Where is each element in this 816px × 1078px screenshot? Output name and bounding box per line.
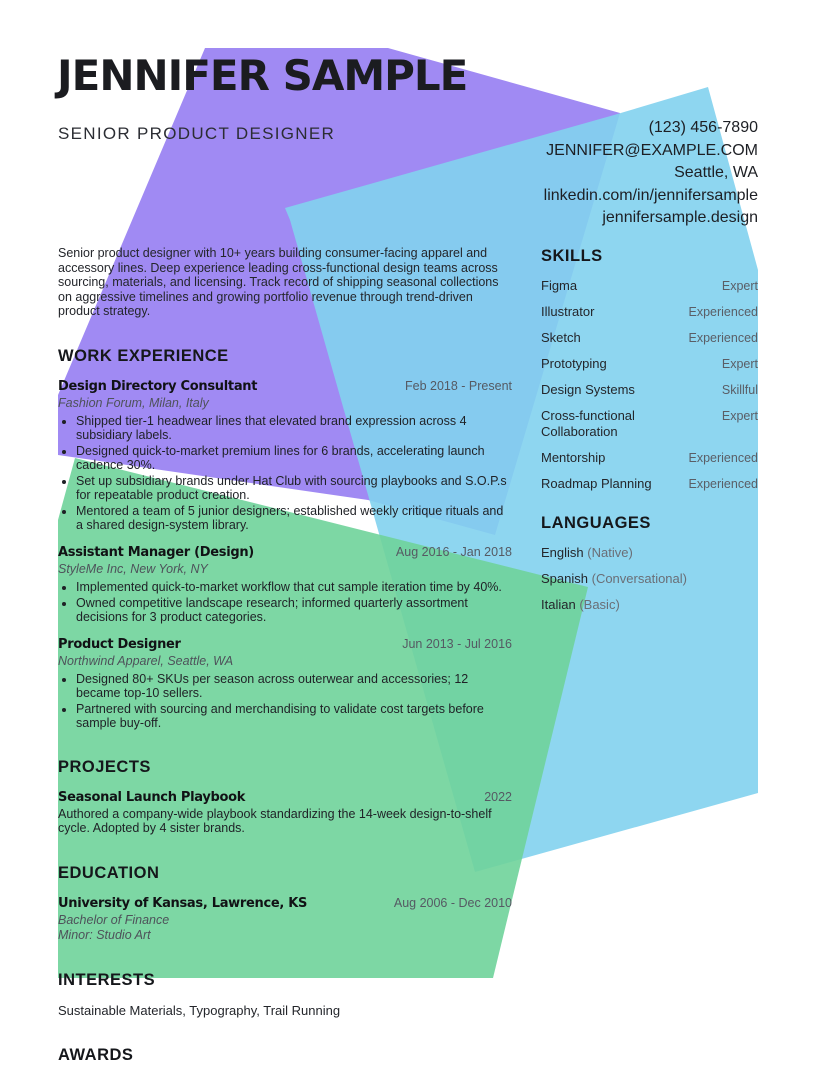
job-company: Fashion Forum, Milan, Italy [58, 395, 209, 410]
degree: Bachelor of Finance [58, 912, 170, 927]
job-company: Northwind Apparel, Seattle, WA [58, 653, 234, 668]
skill-row [541, 278, 758, 294]
education-entry [58, 896, 512, 943]
job-bullets [58, 580, 512, 624]
project-year: 2022 [484, 789, 512, 804]
skill-level: Expert [721, 279, 758, 293]
skill-row [541, 304, 758, 320]
work-experience-heading: WORK EXPERIENCE [58, 346, 229, 365]
languages-heading: LANGUAGES [541, 514, 651, 532]
contact-phone: (123) 456-7890 [648, 119, 758, 136]
language-name: English [541, 545, 584, 560]
job-entry [58, 379, 512, 532]
main-column [58, 246, 512, 1078]
school-name: University of Kansas, Lawrence, KS [58, 895, 308, 911]
skill-level: Expert [721, 357, 758, 371]
skill-level: Experienced [688, 305, 758, 319]
skill-level: Expert [721, 409, 758, 423]
job-bullets [58, 672, 512, 730]
job-title: Assistant Manager (Design) [58, 544, 254, 560]
skill-name: Cross-functional Collaboration [541, 408, 635, 439]
language-name: Spanish [541, 571, 588, 586]
skill-name: Figma [541, 278, 578, 293]
sidebar-column [541, 247, 758, 623]
skill-row [541, 330, 758, 346]
job-bullet: • Partnered with sourcing and merchandising to validate cost targets before sample buy-off. [76, 702, 512, 730]
skill-level: Skillful [721, 383, 758, 397]
interests-heading: INTERESTS [58, 970, 156, 989]
job-date: Feb 2018 - Present [404, 378, 512, 393]
job-title: Design Directory Consultant [58, 378, 258, 394]
skill-row [541, 356, 758, 372]
language-row [541, 545, 758, 561]
interests-text: Sustainable Materials, Typography, Trail Running [58, 1002, 341, 1018]
skill-level: Experienced [688, 451, 758, 465]
job-bullet: • Mentored a team of 5 junior designers; established weekly critique rituals and a shared design-system library. [76, 504, 512, 532]
job-title: Product Designer [58, 636, 181, 652]
job-entry [58, 545, 512, 624]
job-entry [58, 637, 512, 730]
summary: Senior product designer with 10+ years building consumer-facing apparel and accessory lines. Deep experience leading cross-functional design teams across sourcing, materials, and licensing. Track record of shipping seasonal collections on aggressive timelines and growing portfolio revenue through trend-driven product strategy. [58, 246, 499, 318]
language-level: (Basic) [579, 597, 620, 612]
languages-list [541, 545, 758, 613]
skills-list [541, 278, 758, 492]
contact-linkedin: linkedin.com/in/jennifersample [543, 186, 758, 204]
contact-email: JENNIFER@EXAMPLE.COM [546, 141, 758, 159]
minor: Minor: Studio Art [58, 927, 151, 942]
skill-row [541, 476, 758, 492]
candidate-name: JENNIFER SAMPLE [57, 51, 468, 100]
job-bullet: • Designed 80+ SKUs per season across outerwear and accessories; 12 became top-10 sellers. [76, 672, 512, 700]
job-title: SENIOR PRODUCT DESIGNER [58, 124, 336, 143]
language-level: (Conversational) [591, 571, 687, 586]
education-date: Aug 2006 - Dec 2010 [393, 895, 512, 910]
skills-heading: SKILLS [541, 247, 603, 265]
contact-website: jennifersample.design [602, 209, 758, 226]
job-company: StyleMe Inc, New York, NY [58, 561, 208, 576]
skill-level: Experienced [688, 477, 758, 491]
skill-name: Design Systems [541, 382, 635, 397]
skill-name: Mentorship [541, 450, 606, 465]
skill-name: Illustrator [541, 304, 595, 319]
job-bullets [58, 414, 512, 532]
education-heading: EDUCATION [58, 863, 160, 882]
job-bullet: • Implemented quick-to-market workflow that cut sample iteration time by 40%. [76, 580, 512, 594]
skill-name: Roadmap Planning [541, 476, 652, 491]
project-entry [58, 790, 512, 836]
job-date: Jun 2013 - Jul 2016 [402, 636, 512, 651]
job-bullet: • Set up subsidiary brands under Hat Club with sourcing playbooks and S.O.P.s for repeatable product creation. [76, 474, 512, 502]
job-date: Aug 2016 - Jan 2018 [395, 544, 512, 559]
project-description: Authored a company-wide playbook standardizing the 14-week design-to-shelf cycle. Adopted by 4 sister brands. [58, 806, 492, 835]
skill-name: Prototyping [541, 356, 607, 371]
project-title: Seasonal Launch Playbook [58, 789, 246, 805]
skill-row [541, 408, 758, 440]
job-bullet: • Designed quick-to-market premium lines for 6 brands, accelerating launch cadence 30%. [76, 444, 512, 472]
skill-row [541, 382, 758, 398]
language-name: Italian [541, 597, 576, 612]
skill-name: Sketch [541, 330, 581, 345]
job-bullet: • Owned competitive landscape research; informed quarterly assortment decisions for 3 product categories. [76, 596, 512, 624]
contact-block [544, 117, 758, 230]
contact-location: Seattle, WA [674, 164, 758, 181]
awards-heading: AWARDS [58, 1045, 134, 1064]
language-row [541, 597, 758, 613]
skill-row [541, 450, 758, 466]
projects-heading: PROJECTS [58, 757, 151, 776]
language-row [541, 571, 758, 587]
skill-level: Experienced [688, 331, 758, 345]
language-level: (Native) [587, 545, 633, 560]
job-bullet: • Shipped tier-1 headwear lines that elevated brand expression across 4 subsidiary labels. [76, 414, 512, 442]
